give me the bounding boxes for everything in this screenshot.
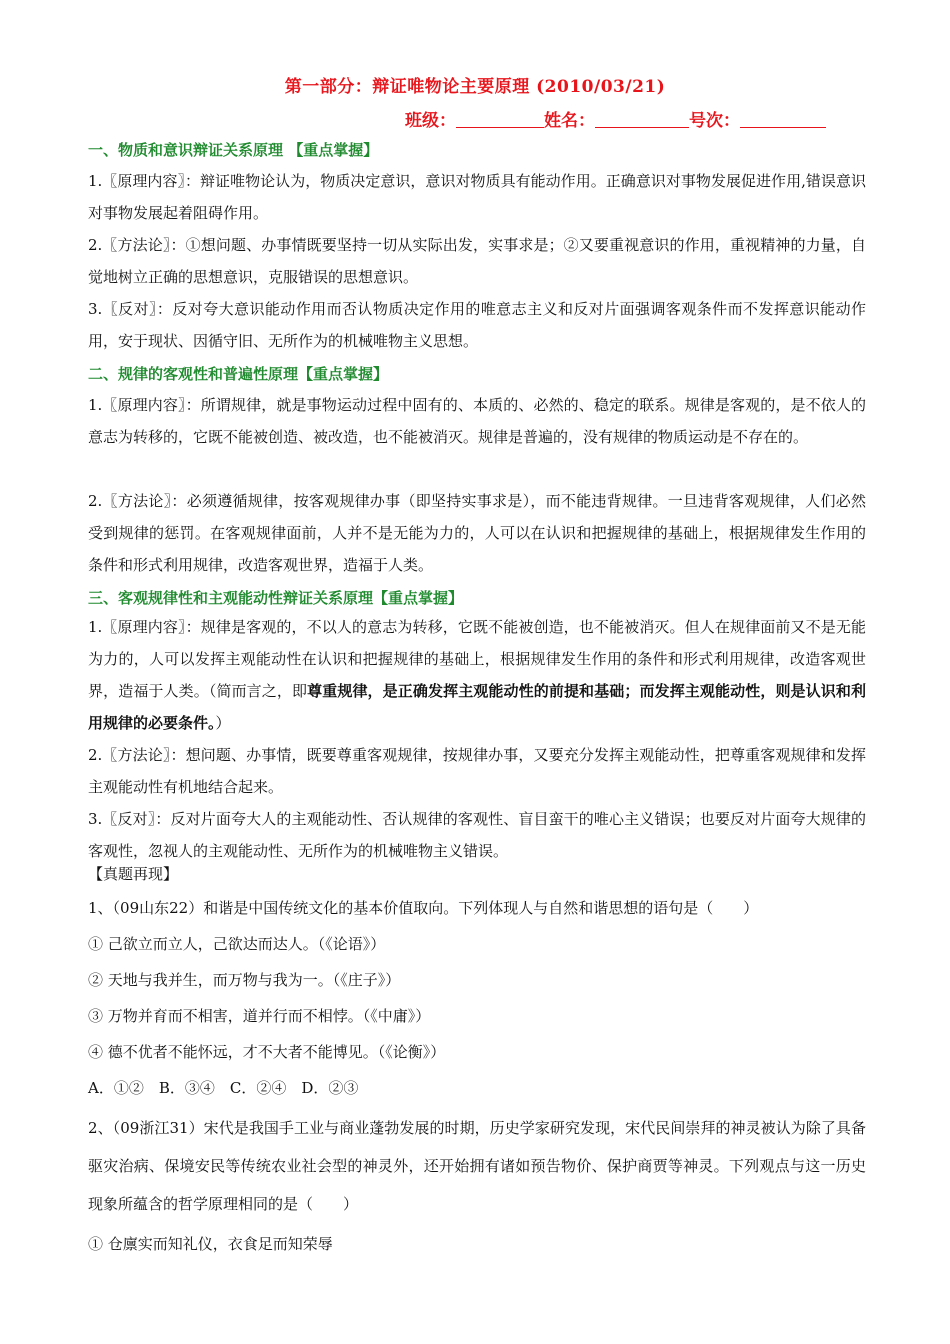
class-blank[interactable] bbox=[456, 111, 544, 128]
section-1-oppose: 3.〖反对〗：反对夸大意识能动作用而否认物质决定作用的唯意志主义和反对片面强调客观条件而不发挥意识能动作用，安于现状、因循守旧、无所作为的机械唯物主义思想。 bbox=[88, 300, 866, 350]
section-3-heading: 三、客观规律性和主观能动性辩证关系原理【重点掌握】 bbox=[88, 589, 464, 607]
section-1-heading: 一、物质和意识辩证关系原理 【重点掌握】 bbox=[88, 141, 379, 159]
question-1-answers: A．①② B．③④ C．②④ D．②③ bbox=[88, 1079, 359, 1097]
page-title: 第一部分：辩证唯物论主要原理 (2010/03/21) bbox=[284, 77, 666, 97]
section-3-principle bbox=[88, 611, 866, 739]
section-2-heading: 二、规律的客观性和普遍性原理【重点掌握】 bbox=[88, 365, 389, 383]
name-label: 姓名： bbox=[544, 111, 595, 131]
exercises-heading: 【真题再现】 bbox=[88, 865, 179, 883]
class-label: 班级： bbox=[405, 111, 456, 131]
number-label: 号次： bbox=[689, 111, 740, 131]
question-1-option-4: ④ 德不优者不能怀远，才不大者不能博见。（《论衡》） bbox=[88, 1043, 446, 1061]
question-1-option-3: ③ 万物并育而不相害，道并行而不相悖。（《中庸》） bbox=[88, 1007, 431, 1025]
principle-close: ） bbox=[215, 714, 231, 732]
question-1-option-1: ① 己欲立而立人，己欲达而达人。（《论语》） bbox=[88, 935, 386, 953]
section-3-method: 2.〖方法论〗：想问题、办事情，既要尊重客观规律，按规律办事，又要充分发挥主观能动性，把尊重客观规律和发挥主观能动性有机地结合起来。 bbox=[88, 746, 866, 796]
section-1-principle: 1.〖原理内容〗：辩证唯物论认为，物质决定意识，意识对物质具有能动作用。正确意识对事物发展促进作用,错误意识对事物发展起着阻碍作用。 bbox=[88, 172, 866, 222]
principle-text: 1.〖原理内容〗：规律是客观的，不以人的意志为转移，它既不能被创造，也不能被消灭。但人在规律面前又不是无能为力的，人可以发挥主观能动性在认识和把握规律的基础上，根据规律发生作用的条件和形式利用规律，改造客观世界，造福于人类。（简而言之，即 bbox=[88, 618, 866, 700]
principle-emphasis: 尊重规律，是正确发挥主观能动性的前提和基础；而发挥主观能动性，则是认识和利用规律的必要条件。 bbox=[88, 682, 866, 732]
section-3-oppose: 3.〖反对〗：反对片面夸大人的主观能动性、否认规律的客观性、盲目蛮干的唯心主义错误；也要反对片面夸大规律的客观性，忽视人的主观能动性、无所作为的机械唯物主义错误。 bbox=[88, 810, 866, 860]
question-1-option-2: ② 天地与我并生，而万物与我为一。（《庄子》） bbox=[88, 971, 401, 989]
question-2-stem: 2、（09浙江31）宋代是我国手工业与商业蓬勃发展的时期，历史学家研究发现，宋代民间崇拜的神灵被认为除了具备驱灾治病、保境安民等传统农业社会型的神灵外，还开始拥有诸如预告物价、保护商贾等神灵。下列观点与这一历史现象所蕴含的哲学原理相同的是（ ） bbox=[88, 1119, 866, 1213]
section-2-principle: 1.〖原理内容〗：所谓规律，就是事物运动过程中固有的、本质的、必然的、稳定的联系。规律是客观的，是不依人的意志为转移的，它既不能被创造、被改造，也不能被消灭。规律是普遍的，没有规律的物质运动是不存在的。 bbox=[88, 396, 866, 446]
question-2-option-1: ① 仓廪实而知礼仪，衣食足而知荣辱 bbox=[88, 1235, 333, 1253]
section-1-method: 2.〖方法论〗：①想问题、办事情既要坚持一切从实际出发，实事求是；②又要重视意识的作用，重视精神的力量，自觉地树立正确的思想意识，克服错误的思想意识。 bbox=[88, 236, 866, 286]
name-blank[interactable] bbox=[595, 111, 689, 128]
number-blank[interactable] bbox=[740, 111, 826, 128]
student-info-line bbox=[405, 106, 826, 131]
section-2-method: 2.〖方法论〗：必须遵循规律，按客观规律办事（即坚持实事求是），而不能违背规律。一旦违背客观规律，人们必然受到规律的惩罚。在客观规律面前，人并不是无能为力的，人可以在认识和把握规律的基础上，根据规律发生作用的条件和形式利用规律，改造客观世界，造福于人类。 bbox=[88, 492, 866, 574]
question-1-stem: 1、（09山东22）和谐是中国传统文化的基本价值取向。下列体现人与自然和谐思想的语句是（ ） bbox=[88, 899, 759, 917]
